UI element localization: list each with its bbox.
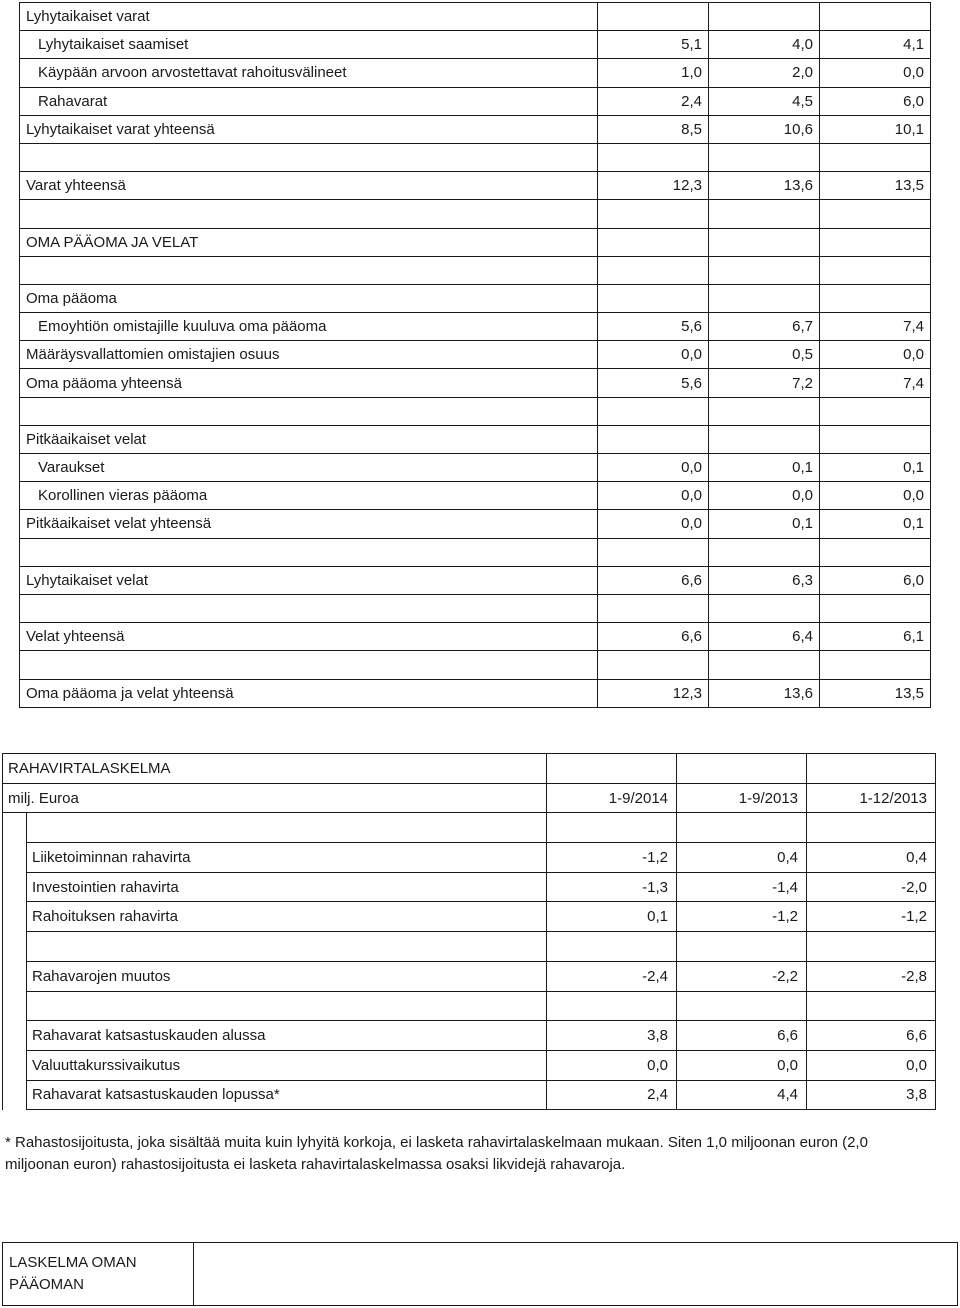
- balance-row-value: 12,3: [598, 172, 709, 200]
- balance-row-value: 6,0: [820, 87, 931, 115]
- balance-row: [20, 256, 931, 284]
- equity-title: LASKELMA OMAN PÄÄOMAN: [3, 1243, 194, 1306]
- balance-row-value: [709, 143, 820, 171]
- balance-row-value: [820, 425, 931, 453]
- balance-row-value: [598, 200, 709, 228]
- balance-row-label: Oma pääoma yhteensä: [20, 369, 598, 397]
- balance-row: [20, 623, 931, 651]
- cash-flow-row-value: [677, 813, 807, 843]
- balance-row: [20, 341, 931, 369]
- balance-row-label: Määräysvallattomien omistajien osuus: [20, 341, 598, 369]
- cash-flow-row-value: [547, 813, 677, 843]
- unit-label: milj. Euroa: [3, 783, 547, 813]
- balance-row-label: Rahavarat: [20, 87, 598, 115]
- balance-row-value: 5,1: [598, 31, 709, 59]
- balance-row-label: [20, 256, 598, 284]
- cash-flow-row-label: Liiketoiminnan rahavirta: [27, 843, 547, 873]
- balance-row: [20, 3, 931, 31]
- balance-row-label: Velat yhteensä: [20, 623, 598, 651]
- balance-row: [20, 59, 931, 87]
- balance-row-label: [20, 594, 598, 622]
- balance-row-value: [598, 651, 709, 679]
- cash-flow-row: [3, 932, 936, 962]
- cash-flow-row-value: 0,1: [547, 902, 677, 932]
- balance-row-value: [820, 538, 931, 566]
- balance-row-value: [598, 143, 709, 171]
- cash-flow-row-gutter: [3, 1021, 27, 1051]
- balance-row-value: 6,0: [820, 566, 931, 594]
- cash-flow-row-value: -2,0: [807, 872, 936, 902]
- balance-row-value: [598, 594, 709, 622]
- cash-flow-row-gutter: [3, 813, 27, 843]
- balance-row-value: [709, 651, 820, 679]
- balance-row-value: 7,4: [820, 313, 931, 341]
- cash-flow-row: [3, 1050, 936, 1080]
- balance-row-value: [709, 3, 820, 31]
- balance-row-value: 0,0: [598, 341, 709, 369]
- cash-flow-row-label: [27, 813, 547, 843]
- cash-flow-row-value: 6,6: [677, 1021, 807, 1051]
- cash-flow-row: [3, 991, 936, 1021]
- balance-sheet-table: [19, 2, 931, 708]
- balance-row-label: [20, 651, 598, 679]
- cash-flow-row: [3, 1021, 936, 1051]
- balance-row-value: [598, 397, 709, 425]
- balance-row: [20, 172, 931, 200]
- cash-flow-row: [3, 813, 936, 843]
- equity-title-row: [3, 1243, 958, 1306]
- balance-row: [20, 228, 931, 256]
- cash-flow-title: RAHAVIRTALASKELMA: [3, 754, 547, 784]
- cash-flow-row-value: [547, 991, 677, 1021]
- balance-row-value: 0,0: [598, 510, 709, 538]
- balance-row-label: [20, 397, 598, 425]
- balance-row: [20, 566, 931, 594]
- balance-row-value: [709, 594, 820, 622]
- balance-row-value: [598, 425, 709, 453]
- balance-row: [20, 510, 931, 538]
- balance-row-value: [820, 3, 931, 31]
- cash-flow-row-value: -2,4: [547, 961, 677, 991]
- balance-row-value: 7,2: [709, 369, 820, 397]
- balance-row-value: [820, 651, 931, 679]
- balance-row-label: Pitkäaikaiset velat yhteensä: [20, 510, 598, 538]
- balance-row-value: [820, 594, 931, 622]
- balance-row-value: 0,0: [820, 59, 931, 87]
- balance-row: [20, 425, 931, 453]
- balance-row-value: 4,5: [709, 87, 820, 115]
- balance-row-value: [598, 538, 709, 566]
- balance-row-value: [709, 200, 820, 228]
- balance-row: [20, 284, 931, 312]
- balance-row-value: [709, 228, 820, 256]
- cash-flow-row-value: -1,2: [807, 902, 936, 932]
- balance-row: [20, 454, 931, 482]
- balance-row-value: 5,6: [598, 313, 709, 341]
- cash-flow-row-value: -1,2: [677, 902, 807, 932]
- balance-row-label: Varaukset: [20, 454, 598, 482]
- balance-row: [20, 482, 931, 510]
- balance-row-value: 12,3: [598, 679, 709, 707]
- cash-flow-row-value: 0,4: [677, 843, 807, 873]
- balance-row: [20, 369, 931, 397]
- cash-flow-row-label: Investointien rahavirta: [27, 872, 547, 902]
- cash-flow-row-value: -1,3: [547, 872, 677, 902]
- balance-row-value: 13,5: [820, 172, 931, 200]
- balance-row-value: 6,6: [598, 623, 709, 651]
- cash-flow-row-value: [547, 932, 677, 962]
- cash-flow-title-cell-3: [807, 754, 936, 784]
- cash-flow-row-label: [27, 991, 547, 1021]
- footnote: * Rahastosijoitusta, joka sisältää muita kuin lyhyitä korkoja, ei lasketa rahavirtalaskelmaan mukaan. Siten 1,0 miljoonan euron (2,0 miljoonan euron) rahastosijoitusta ei lasketa rahavirtalaskelmassa osaksi likvidejä rahavaroja.: [5, 1134, 868, 1173]
- balance-row-value: [820, 397, 931, 425]
- balance-row-value: 10,6: [709, 115, 820, 143]
- equity-statement-table: [2, 1242, 958, 1306]
- cash-flow-row-value: [807, 991, 936, 1021]
- balance-row-value: [820, 256, 931, 284]
- balance-row-value: [820, 228, 931, 256]
- balance-row-label: [20, 200, 598, 228]
- balance-row: [20, 115, 931, 143]
- cash-flow-row-label: Rahavarojen muutos: [27, 961, 547, 991]
- period-header-2: 1-9/2013: [677, 783, 807, 813]
- balance-row-value: [598, 256, 709, 284]
- balance-row-value: [709, 538, 820, 566]
- balance-row: [20, 594, 931, 622]
- balance-row-value: 0,1: [820, 510, 931, 538]
- cash-flow-row-gutter: [3, 1080, 27, 1110]
- balance-row-value: [709, 256, 820, 284]
- period-header-3: 1-12/2013: [807, 783, 936, 813]
- balance-row-label: Korollinen vieras pääoma: [20, 482, 598, 510]
- cash-flow-table: [2, 753, 936, 1110]
- balance-row-label: Lyhytaikaiset varat yhteensä: [20, 115, 598, 143]
- balance-row-value: [709, 425, 820, 453]
- cash-flow-row-gutter: [3, 961, 27, 991]
- balance-row-value: 0,0: [709, 482, 820, 510]
- equity-empty-cell: [194, 1243, 958, 1306]
- balance-row-value: 6,3: [709, 566, 820, 594]
- cash-flow-row: [3, 1080, 936, 1110]
- balance-row-value: 0,0: [820, 341, 931, 369]
- balance-row-value: 0,5: [709, 341, 820, 369]
- balance-row-value: 2,0: [709, 59, 820, 87]
- balance-row-label: Emoyhtiön omistajille kuuluva oma pääoma: [20, 313, 598, 341]
- balance-row-value: [820, 200, 931, 228]
- balance-row-value: 7,4: [820, 369, 931, 397]
- cash-flow-row-value: [677, 991, 807, 1021]
- balance-row-label: Oma pääoma: [20, 284, 598, 312]
- cash-flow-row-value: 0,0: [547, 1050, 677, 1080]
- cash-flow-row-gutter: [3, 902, 27, 932]
- cash-flow-row-value: [807, 813, 936, 843]
- balance-row-value: [598, 228, 709, 256]
- balance-row-value: [820, 284, 931, 312]
- balance-row-value: [598, 3, 709, 31]
- cash-flow-row-gutter: [3, 843, 27, 873]
- balance-row-value: [709, 397, 820, 425]
- cash-flow-row-value: 3,8: [547, 1021, 677, 1051]
- balance-row-value: 0,1: [820, 454, 931, 482]
- cash-flow-row-value: 2,4: [547, 1080, 677, 1110]
- cash-flow-row-label: [27, 932, 547, 962]
- balance-row-value: 0,0: [598, 482, 709, 510]
- cash-flow-row: [3, 961, 936, 991]
- cash-flow-row: [3, 902, 936, 932]
- cash-flow-row-gutter: [3, 1050, 27, 1080]
- balance-row-label: Lyhytaikaiset saamiset: [20, 31, 598, 59]
- balance-row: [20, 200, 931, 228]
- balance-row: [20, 87, 931, 115]
- cash-flow-row-gutter: [3, 872, 27, 902]
- balance-row-value: 5,6: [598, 369, 709, 397]
- cash-flow-row-value: 6,6: [807, 1021, 936, 1051]
- balance-row-value: 2,4: [598, 87, 709, 115]
- cash-flow-row-value: 4,4: [677, 1080, 807, 1110]
- balance-row-value: 6,1: [820, 623, 931, 651]
- balance-row-value: 13,5: [820, 679, 931, 707]
- balance-row-value: 6,6: [598, 566, 709, 594]
- cash-flow-row-value: 0,0: [677, 1050, 807, 1080]
- balance-row-label: Oma pääoma ja velat yhteensä: [20, 679, 598, 707]
- balance-row-label: [20, 538, 598, 566]
- cash-flow-row-value: -2,8: [807, 961, 936, 991]
- cash-flow-row-value: -1,2: [547, 843, 677, 873]
- balance-row: [20, 679, 931, 707]
- cash-flow-header-row: [3, 783, 936, 813]
- cash-flow-row: [3, 843, 936, 873]
- balance-row-label: [20, 143, 598, 171]
- balance-row-value: 10,1: [820, 115, 931, 143]
- cash-flow-row-value: [677, 932, 807, 962]
- cash-flow-row: [3, 872, 936, 902]
- balance-row-value: 1,0: [598, 59, 709, 87]
- balance-row-value: 4,0: [709, 31, 820, 59]
- cash-flow-title-cell-2: [677, 754, 807, 784]
- balance-row-label: Lyhytaikaiset velat: [20, 566, 598, 594]
- cash-flow-row-value: [807, 932, 936, 962]
- cash-flow-row-value: -2,2: [677, 961, 807, 991]
- cash-flow-row-value: 0,0: [807, 1050, 936, 1080]
- balance-row: [20, 397, 931, 425]
- cash-flow-row-value: -1,4: [677, 872, 807, 902]
- balance-row-value: 0,1: [709, 454, 820, 482]
- balance-row-value: 0,1: [709, 510, 820, 538]
- balance-row: [20, 538, 931, 566]
- cash-flow-row-label: Rahavarat katsastuskauden lopussa*: [27, 1080, 547, 1110]
- balance-row-label: Lyhytaikaiset varat: [20, 3, 598, 31]
- cash-flow-row-value: 0,4: [807, 843, 936, 873]
- cash-flow-row-label: Valuuttakurssivaikutus: [27, 1050, 547, 1080]
- balance-row-label: Pitkäaikaiset velat: [20, 425, 598, 453]
- cash-flow-title-row: [3, 754, 936, 784]
- balance-row-value: 8,5: [598, 115, 709, 143]
- balance-row-value: [709, 284, 820, 312]
- cash-flow-row-gutter: [3, 991, 27, 1021]
- balance-row: [20, 313, 931, 341]
- cash-flow-row-label: Rahoituksen rahavirta: [27, 902, 547, 932]
- balance-row-label: Varat yhteensä: [20, 172, 598, 200]
- balance-row: [20, 651, 931, 679]
- balance-row-value: [820, 143, 931, 171]
- balance-row-label: OMA PÄÄOMA JA VELAT: [20, 228, 598, 256]
- balance-row-value: 0,0: [820, 482, 931, 510]
- balance-row-value: [598, 284, 709, 312]
- balance-row-value: 13,6: [709, 679, 820, 707]
- balance-row: [20, 31, 931, 59]
- cash-flow-row-label: Rahavarat katsastuskauden alussa: [27, 1021, 547, 1051]
- cash-flow-row-gutter: [3, 932, 27, 962]
- cash-flow-title-cell-1: [547, 754, 677, 784]
- balance-row-label: Käypään arvoon arvostettavat rahoitusvälineet: [20, 59, 598, 87]
- balance-row: [20, 143, 931, 171]
- balance-row-value: 6,4: [709, 623, 820, 651]
- cash-flow-row-value: 3,8: [807, 1080, 936, 1110]
- balance-row-value: 13,6: [709, 172, 820, 200]
- balance-row-value: 0,0: [598, 454, 709, 482]
- balance-row-value: 6,7: [709, 313, 820, 341]
- period-header-1: 1-9/2014: [547, 783, 677, 813]
- balance-row-value: 4,1: [820, 31, 931, 59]
